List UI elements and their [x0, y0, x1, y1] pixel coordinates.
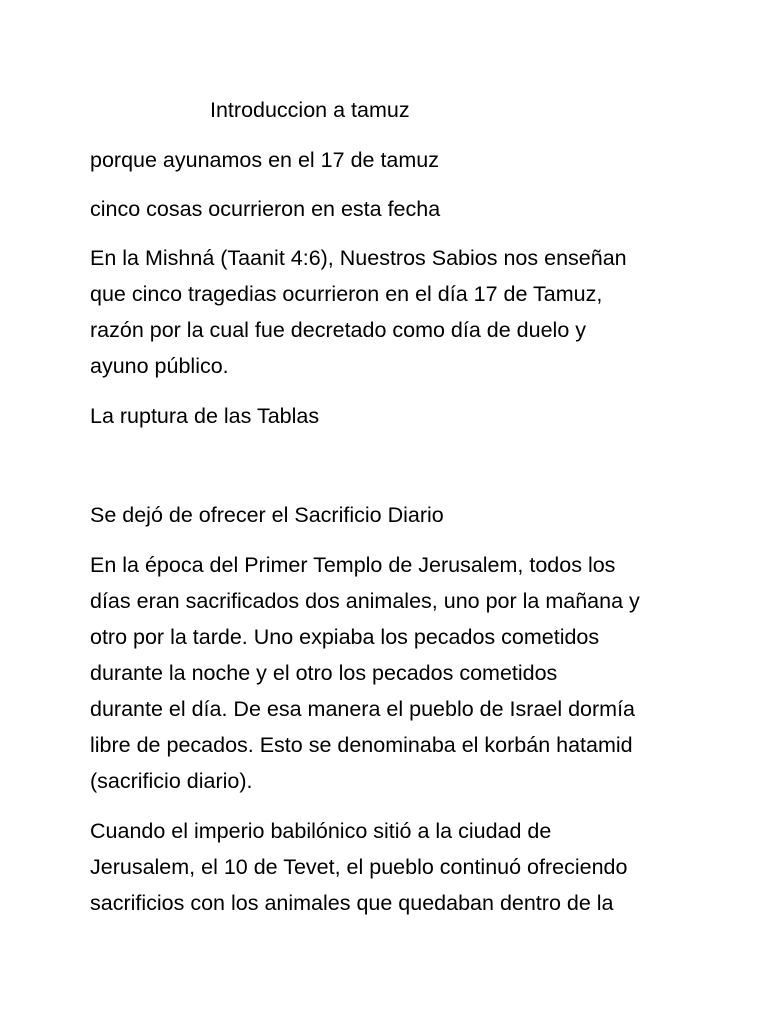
paragraph-temple-line: En la época del Primer Templo de Jerusalem, todos los: [90, 553, 616, 577]
paragraph-mishna-line: ayuno público.: [90, 354, 229, 378]
paragraph-mishna-line: razón por la cual fue decretado como día de duelo y: [90, 318, 587, 342]
paragraph-siege-line: Jerusalem, el 10 de Tevet, el pueblo continuó ofreciendo: [90, 855, 628, 879]
paragraph-temple-line: durante el día. De esa manera el pueblo de Israel dormía: [90, 697, 635, 721]
paragraph-siege-line: Cuando el imperio babilónico sitió a la ciudad de: [90, 819, 552, 843]
paragraph-temple-line: días eran sacrificados dos animales, uno por la mañana y: [90, 589, 640, 613]
item-daily-sacrifice: Se dejó de ofrecer el Sacrificio Diario: [90, 503, 444, 527]
document-title: Introduccion a tamuz: [210, 98, 410, 122]
paragraph-siege-line: sacrificios con los animales que quedaban dentro de la: [90, 891, 614, 915]
paragraph-temple-line: otro por la tarde. Uno expiaba los pecados cometidos: [90, 625, 600, 649]
heading-five-events: cinco cosas ocurrieron en esta fecha: [90, 197, 441, 221]
heading-fast-reason: porque ayunamos en el 17 de tamuz: [90, 148, 440, 172]
paragraph-mishna-line: En la Mishná (Taanit 4:6), Nuestros Sabios nos enseñan: [90, 246, 627, 270]
paragraph-mishna-line: que cinco tragedias ocurrieron en el día 17 de Tamuz,: [90, 282, 603, 306]
paragraph-temple-line: durante la noche y el otro los pecados cometidos: [90, 661, 558, 685]
item-tablets: La ruptura de las Tablas: [90, 404, 320, 428]
paragraph-temple-line: libre de pecados. Esto se denominaba el korbán hatamid: [90, 733, 633, 757]
paragraph-temple-line: (sacrificio diario).: [90, 769, 253, 793]
